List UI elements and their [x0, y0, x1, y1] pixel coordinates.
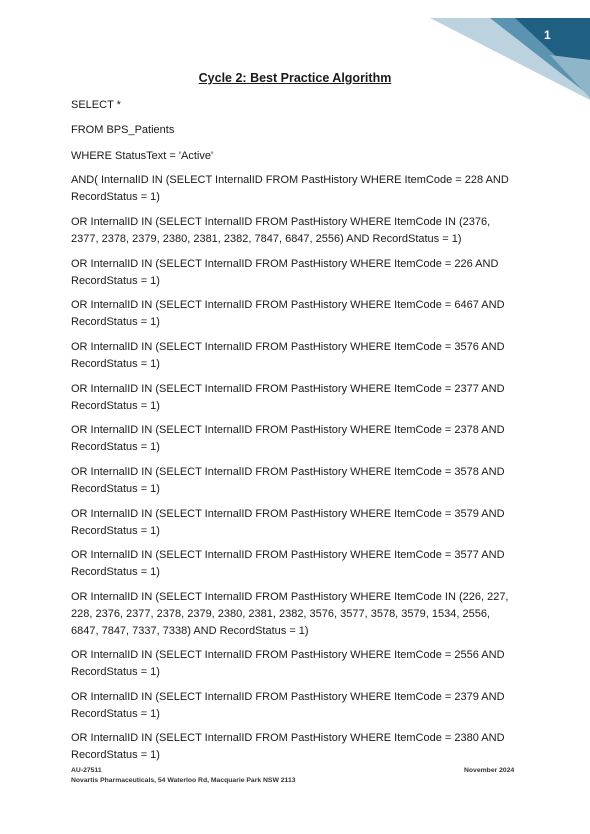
page-title	[0, 71, 590, 85]
sql-line: 228, 2376, 2377, 2378, 2379, 2380, 2381, 2382, 3576, 3577, 3578, 3579, 1534, 2556,	[71, 608, 490, 620]
sql-line: OR InternalID IN (SELECT InternalID FROM PastHistory WHERE ItemCode = 3579 AND	[71, 508, 505, 520]
sql-line: RecordStatus = 1)	[71, 708, 160, 720]
sql-line: OR InternalID IN (SELECT InternalID FROM PastHistory WHERE ItemCode = 226 AND	[71, 258, 499, 270]
sql-line: OR InternalID IN (SELECT InternalID FROM PastHistory WHERE ItemCode IN (226, 227,	[71, 591, 509, 603]
sql-line: RecordStatus = 1)	[71, 566, 160, 578]
sql-line: OR InternalID IN (SELECT InternalID FROM PastHistory WHERE ItemCode IN (2376,	[71, 216, 491, 228]
sql-line: OR InternalID IN (SELECT InternalID FROM PastHistory WHERE ItemCode = 3577 AND	[71, 549, 505, 561]
sql-line: OR InternalID IN (SELECT InternalID FROM PastHistory WHERE ItemCode = 3578 AND	[71, 466, 505, 478]
sql-line: OR InternalID IN (SELECT InternalID FROM PastHistory WHERE ItemCode = 2378 AND	[71, 424, 505, 436]
sql-line: OR InternalID IN (SELECT InternalID FROM PastHistory WHERE ItemCode = 2380 AND	[71, 732, 505, 744]
sql-line: OR InternalID IN (SELECT InternalID FROM PastHistory WHERE ItemCode = 6467 AND	[71, 299, 505, 311]
page-title-text: Cycle 2: Best Practice Algorithm	[198, 71, 392, 85]
sql-line: RecordStatus = 1)	[71, 191, 160, 203]
sql-line: RecordStatus = 1)	[71, 525, 160, 537]
sql-line: RecordStatus = 1)	[71, 441, 160, 453]
sql-line: OR InternalID IN (SELECT InternalID FROM PastHistory WHERE ItemCode = 2556 AND	[71, 649, 505, 661]
sql-line: OR InternalID IN (SELECT InternalID FROM PastHistory WHERE ItemCode = 2377 AND	[71, 383, 505, 395]
sql-line: OR InternalID IN (SELECT InternalID FROM PastHistory WHERE ItemCode = 3576 AND	[71, 341, 505, 353]
sql-line: RecordStatus = 1)	[71, 666, 160, 678]
sql-line: AND( InternalID IN (SELECT InternalID FROM PastHistory WHERE ItemCode = 228 AND	[71, 174, 509, 186]
sql-line: RecordStatus = 1)	[71, 400, 160, 412]
sql-line: SELECT *	[71, 99, 121, 111]
sql-line: RecordStatus = 1)	[71, 316, 160, 328]
sql-line: 2377, 2378, 2379, 2380, 2381, 2382, 7847, 6847, 2556) AND RecordStatus = 1)	[71, 233, 462, 245]
footer-date: November 2024	[464, 767, 515, 774]
page-number: 1	[544, 28, 551, 42]
footer-doc-code: AU-27511	[71, 767, 102, 774]
sql-line: 6847, 7847, 7337, 7338) AND RecordStatus = 1)	[71, 625, 309, 637]
sql-line: RecordStatus = 1)	[71, 483, 160, 495]
corner-decoration	[430, 0, 590, 110]
sql-line: RecordStatus = 1)	[71, 749, 160, 761]
sql-line: FROM BPS_Patients	[71, 124, 175, 136]
sql-line: RecordStatus = 1)	[71, 358, 160, 370]
sql-line: RecordStatus = 1)	[71, 275, 160, 287]
sql-line: WHERE StatusText = 'Active'	[71, 150, 214, 162]
footer-address: Novartis Pharmaceuticals, 54 Waterloo Rd, Macquarie Park NSW 2113	[71, 777, 296, 784]
sql-line: OR InternalID IN (SELECT InternalID FROM PastHistory WHERE ItemCode = 2379 AND	[71, 691, 505, 703]
